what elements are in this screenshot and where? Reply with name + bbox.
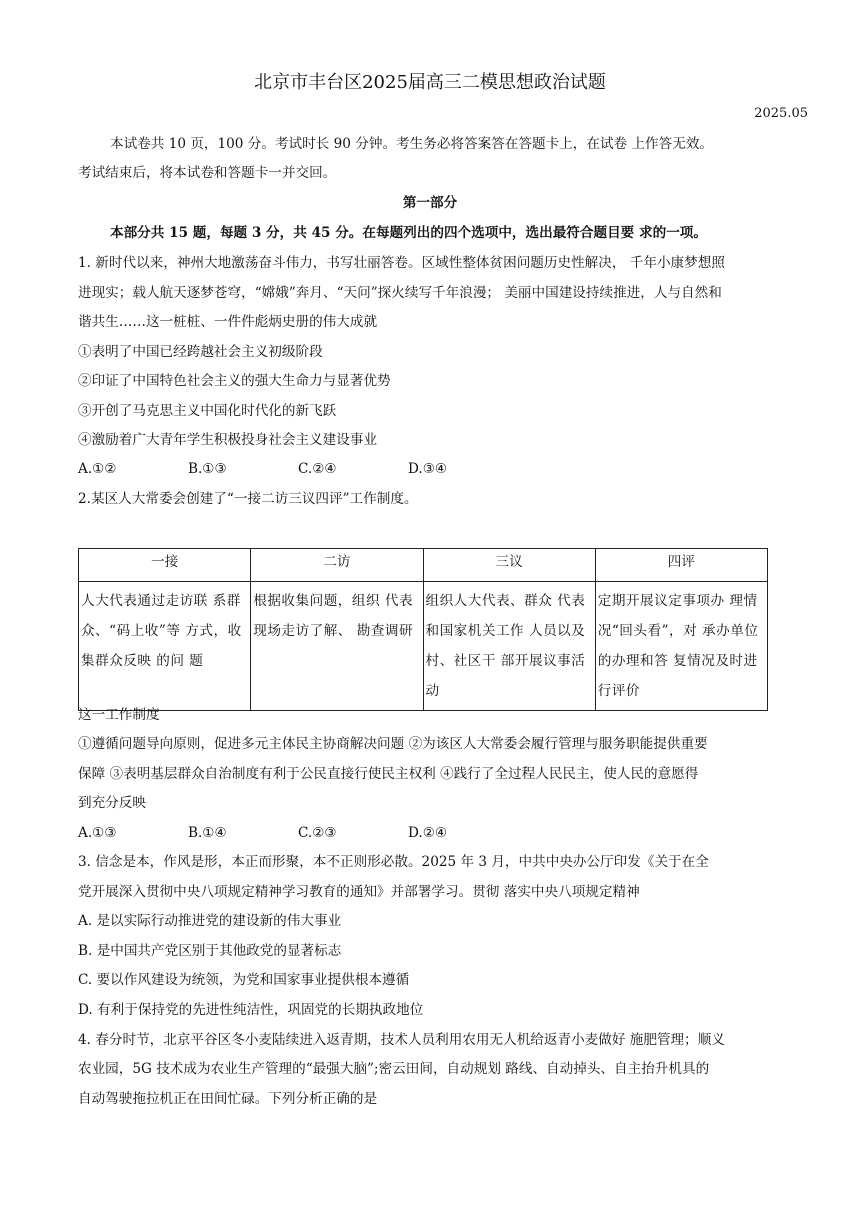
table-header: 四评 [595,549,767,582]
q1-statement: ④激励着广大青年学生积极投身社会主义建设事业 [78,432,378,448]
q2-option-d[interactable]: D.②④ [408,825,448,841]
part-instruction: 本部分共 15 题，每题 3 分，共 45 分。在每题列出的四个选项中，选出最符合题目要 求的一项。 [110,225,707,241]
table-cell: 人大代表通过走访联 系群众、“码上收”等 方式，收集群众反映 的问 题 [79,582,251,711]
table-cell: 定期开展议定事项办 理情况“回头看”，对 承办单位的办理和答 复情况及时进行评价 [595,582,767,711]
q2-statement-line: ①遵循问题导向原则，促进多元主体民主协商解决问题 ②为该区人大常委会履行管理与服务职能提供重要 [78,736,708,752]
table-header: 三议 [423,549,595,582]
q2-after-table: 这一工作制度 [78,707,160,723]
q2-option-c[interactable]: C.②③ [298,825,337,841]
q3-option-d[interactable]: D. 有利于保持党的先进性纯洁性，巩固党的长期执政地位 [78,1002,424,1018]
q2-option-b[interactable]: B.①④ [188,825,227,841]
q4-stem-line: 4. 春分时节，北京平谷区冬小麦陆续进入返青期，技术人员利用农用无人机给返青小麦做好 施肥管理；顺义 [78,1032,725,1048]
q2-statement-line: 到充分反映 [78,795,146,811]
q4-stem-line: 自动驾驶拖拉机正在田间忙碌。下列分析正确的是 [78,1091,378,1107]
q1-stem-line: 1. 新时代以来，神州大地激荡奋斗伟力，书写壮丽答卷。区域性整体贫困问题历史性解决， 千年小康梦想照 [78,255,725,271]
table-header: 一接 [79,549,251,582]
page-title: 北京市丰台区2025届高三二模思想政治试题 [254,72,606,93]
work-system-table [78,548,768,711]
q1-option-b[interactable]: B.①③ [188,461,227,477]
q3-stem-line: 3. 信念是本，作风是形，本正而形聚，本不正则形必散。2025 年 3 月，中共中央办公厅印发《关于在全 [78,854,709,870]
q2-option-a[interactable]: A.①③ [78,825,117,841]
q1-statement: ①表明了中国已经跨越社会主义初级阶段 [78,344,323,360]
intro-line-2: 考试结束后，将本试卷和答题卡一并交回。 [78,165,337,181]
intro-line-1: 本试卷共 10 页，100 分。考试时长 90 分钟。考生务必将答案答在答题卡上，在试卷 上作答无效。 [110,136,714,152]
q1-option-c[interactable]: C.②④ [298,461,337,477]
q3-option-b[interactable]: B. 是中国共产党区别于其他政党的显著标志 [78,943,342,959]
q2-stem: 2.某区人大常委会创建了“一接二访三议四评”工作制度。 [78,491,418,507]
q1-statement: ③开创了马克思主义中国化时代化的新飞跃 [78,403,337,419]
q3-stem-line: 党开展深入贯彻中央八项规定精神学习教育的通知》并部署学习。贯彻 落实中央八项规定精神 [78,884,640,900]
q2-statement-line: 保障 ③表明基层群众自治制度有利于公民直接行使民主权利 ④践行了全过程人民民主，使人民的意愿得 [78,766,699,782]
q1-stem-line: 谐共生……这一桩桩、一件件彪炳史册的伟大成就 [78,314,378,330]
q4-stem-line: 农业园，5G 技术成为农业生产管理的“最强大脑”;密云田间，自动规划 路线、自动掉头、自主抬升机具的 [78,1061,710,1077]
q3-option-a[interactable]: A. 是以实际行动推进党的建设新的伟大事业 [78,913,342,929]
q2-options [78,823,518,843]
exam-date: 2025.05 [754,106,808,121]
table-header: 二访 [251,549,423,582]
table-cell: 根据收集问题，组织 代表现场走访了解、 勘查调研 [251,582,423,711]
q1-option-d[interactable]: D.③④ [408,461,448,477]
table-cell: 组织人大代表、群众 代表和国家机关工作 人员以及村、社区干 部开展议事活动 [423,582,595,711]
q3-option-c[interactable]: C. 要以作风建设为统领，为党和国家事业提供根本遵循 [78,972,410,988]
part-title: 第一部分 [402,195,458,211]
q1-options [78,459,518,479]
q1-stem-line: 进现实；载人航天逐梦苍穹，“嫦娥”奔月、“天问”探火续写千年浪漫； 美丽中国建设持续推进，人与自然和 [78,285,722,301]
q1-statement: ②印证了中国特色社会主义的强大生命力与显著优势 [78,373,391,389]
q1-option-a[interactable]: A.①② [78,461,117,477]
